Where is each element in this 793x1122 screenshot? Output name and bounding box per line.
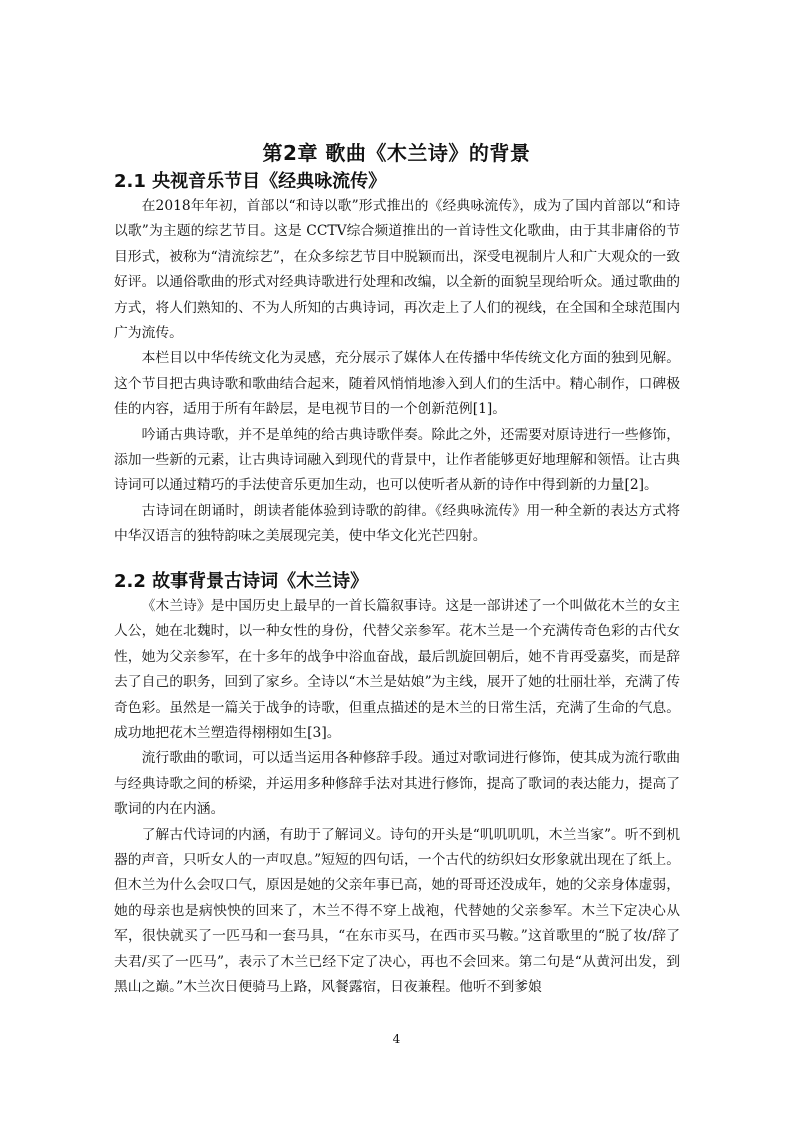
section-2-2-body: [114, 594, 680, 1001]
chapter-title: 第2章 歌曲《木兰诗》的背景: [262, 141, 531, 165]
paragraph: 流行歌曲的歌词，可以适当运用各种修辞手段。通过对歌词进行修饰，使其成为流行歌曲与经典诗歌之间的桥梁，并运用多种修辞手法对其进行修饰，提高了歌词的表达能力，提高了歌词的内在内涵。: [114, 750, 680, 818]
paragraph: 本栏目以中华传统文化为灵感，充分展示了媒体人在传播中华传统文化方面的独到见解。这个节目把古典诗歌和歌曲结合起来，随着风悄悄地渗入到人们的生活中。精心制作，口碑极佳的内容，适用于所有年龄层，是电视节目的一个创新范例[1]。: [114, 350, 680, 418]
paragraph: 吟诵古典诗歌，并不是单纯的给古典诗歌伴奏。除此之外，还需要对原诗进行一些修饰，添加一些新的元素，让古典诗词融入到现代的背景中，让作者能够更好地理解和领悟。让古典诗词可以通过精巧的手法使音乐更加生动，也可以使听者从新的诗作中得到新的力量[2]。: [114, 426, 680, 494]
section-heading-2-1: 2.1 央视音乐节目《经典咏流传》: [114, 171, 387, 192]
paragraph: 了解古代诗词的内涵，有助于了解词义。诗句的开头是“叽叽叽叽，木兰当家”。听不到机器的声音，只听女人的一声叹息。”短短的四句话，一个古代的纺织妇女形象就出现在了纸上。但木兰为什么会叹口气，原因是她的父亲年事已高，她的哥哥还没成年，她的父亲身体虚弱，她的母亲也是病怏怏的回来了，木兰不得不穿上战袍，代替她的父亲参军。木兰下定决心从军，很快就买了一匹马和一套马具，“在东市买马，在西市买马鞍。”这首歌里的“脱了妆/辞了夫君/买了一匹马”，表示了木兰已经下定了决心，再也不会回来。第二句是“从黄河出发，到黑山之巅。”木兰次日便骑马上路，风餐露宿，日夜兼程。他听不到爹娘: [114, 826, 680, 996]
paragraph: 古诗词在朗诵时，朗读者能体验到诗歌的韵律。《经典咏流传》用一种全新的表达方式将中华汉语言的独特韵味之美展现完美，使中华文化光芒四射。: [114, 502, 680, 545]
section-2-1-body: [114, 194, 680, 550]
page-number: 4: [392, 1032, 401, 1046]
paragraph: 在2018年年初，首部以“和诗以歌”形式推出的《经典咏流传》，成为了国内首部以“和诗以歌”为主题的综艺节目。这是 CCTV综合频道推出的一首诗性文化歌曲，由于其非庸俗的节目形式，被称为“清流综艺”，在众多综艺节目中脱颖而出，深受电视制片人和广大观众的一致好评。以通俗歌曲的形式对经典诗歌进行处理和改编，以全新的面貌呈现给听众。通过歌曲的方式，将人们熟知的、不为人所知的古典诗词，再次走上了人们的视线，在全国和全球范围内广为流传。: [114, 198, 680, 342]
section-heading-2-2: 2.2 故事背景古诗词《木兰诗》: [114, 571, 369, 592]
paragraph: 《木兰诗》是中国历史上最早的一首长篇叙事诗。这是一部讲述了一个叫做花木兰的女主人公，她在北魏时，以一种女性的身份，代替父亲参军。花木兰是一个充满传奇色彩的古代女性，她为父亲参军，在十多年的战争中浴血奋战，最后凯旋回朝后，她不肯再受嘉奖，而是辞去了自己的职务，回到了家乡。全诗以“木兰是姑娘”为主线，展开了她的壮丽壮举，充满了传奇色彩。虽然是一篇关于战争的诗歌，但重点描述的是木兰的日常生活，充满了生命的气息。成功地把花木兰塑造得栩栩如生[3]。: [114, 598, 680, 742]
